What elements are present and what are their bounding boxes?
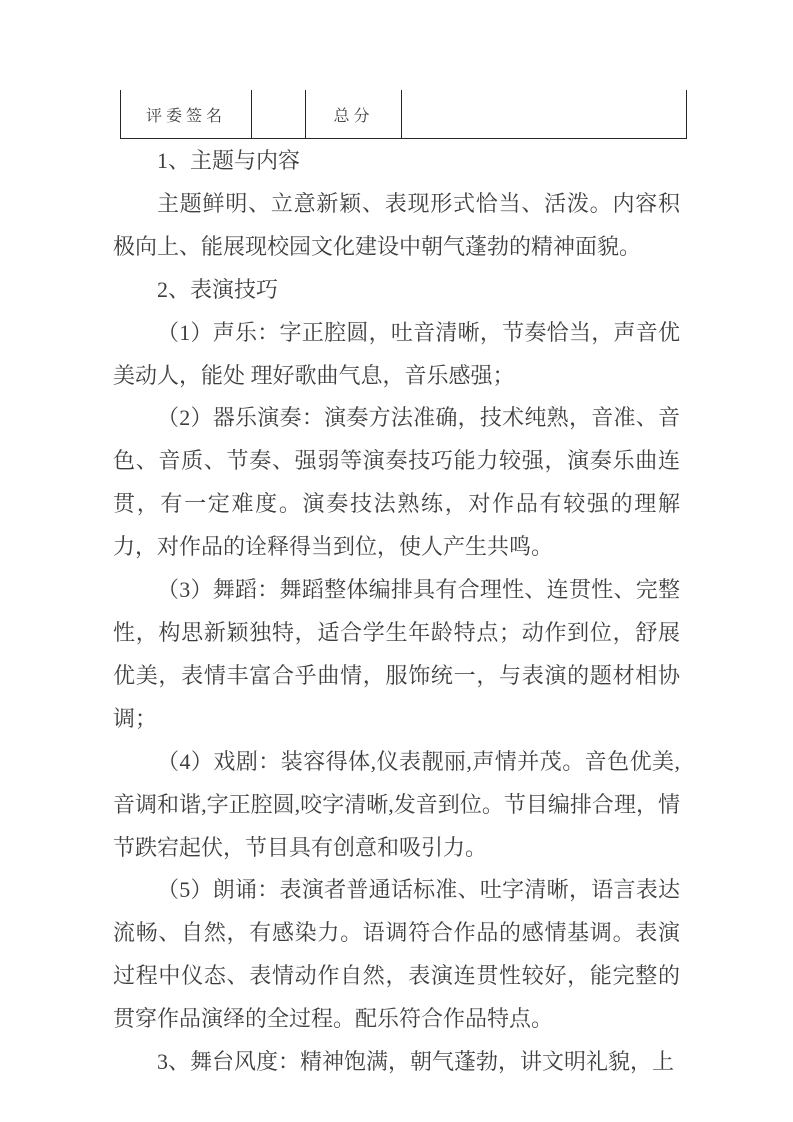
total-score-label-cell: 总分 [306, 90, 402, 139]
paragraph: （2）器乐演奏：演奏方法准确，技术纯熟，音准、音色、音质、节奏、强弱等演奏技巧能力较强，演奏乐曲连贯，有一定难度。演奏技法熟练，对作品有较强的理解力，对作品的诠释得当到位，使人产生共鸣。 [113, 405, 680, 560]
score-table [120, 90, 687, 139]
paragraph: （5）朗诵：表演者普通话标准、吐字清晰，语言表达流畅、自然，有感染力。语调符合作品的感情基调。表演过程中仪态、表情动作自然，表演连贯性较好，能完整的贯穿作品演绎的全过程。配乐符合作品特点。 [113, 877, 680, 1032]
paragraph: 3、舞台风度：精神饱满，朝气蓬勃，讲文明礼貌，上 [157, 1049, 675, 1075]
paragraph: 2、表演技巧 [157, 276, 279, 302]
table-row [121, 90, 687, 139]
paragraph: （1）声乐：字正腔圆，吐音清晰，节奏恰当，声音优美动人，能处 理好歌曲气息，音乐感强； [113, 319, 680, 388]
paragraph: （3）舞蹈：舞蹈整体编排具有合理性、连贯性、完整性，构思新颖独特，适合学生年龄特点；动作到位，舒展优美，表情丰富合乎曲情，服饰统一，与表演的题材相协调； [113, 577, 680, 731]
total-score-value-cell [402, 90, 687, 139]
paragraph: 1、主题与内容 [157, 148, 301, 173]
judge-signature-value-cell [252, 90, 306, 139]
judge-signature-label-cell: 评委签名 [121, 90, 252, 139]
document-body [113, 140, 680, 1084]
paragraph: （4）戏剧：装容得体,仪表靓丽,声情并茂。音色优美,音调和谐,字正腔圆,咬字清晰,发音到位。节目编排合理，情节跌宕起伏，节目具有创意和吸引力。 [113, 748, 680, 860]
paragraph: 主题鲜明、立意新颖、表现形式恰当、活泼。内容积极向上、能展现校园文化建设中朝气蓬勃的精神面貌。 [113, 190, 680, 259]
